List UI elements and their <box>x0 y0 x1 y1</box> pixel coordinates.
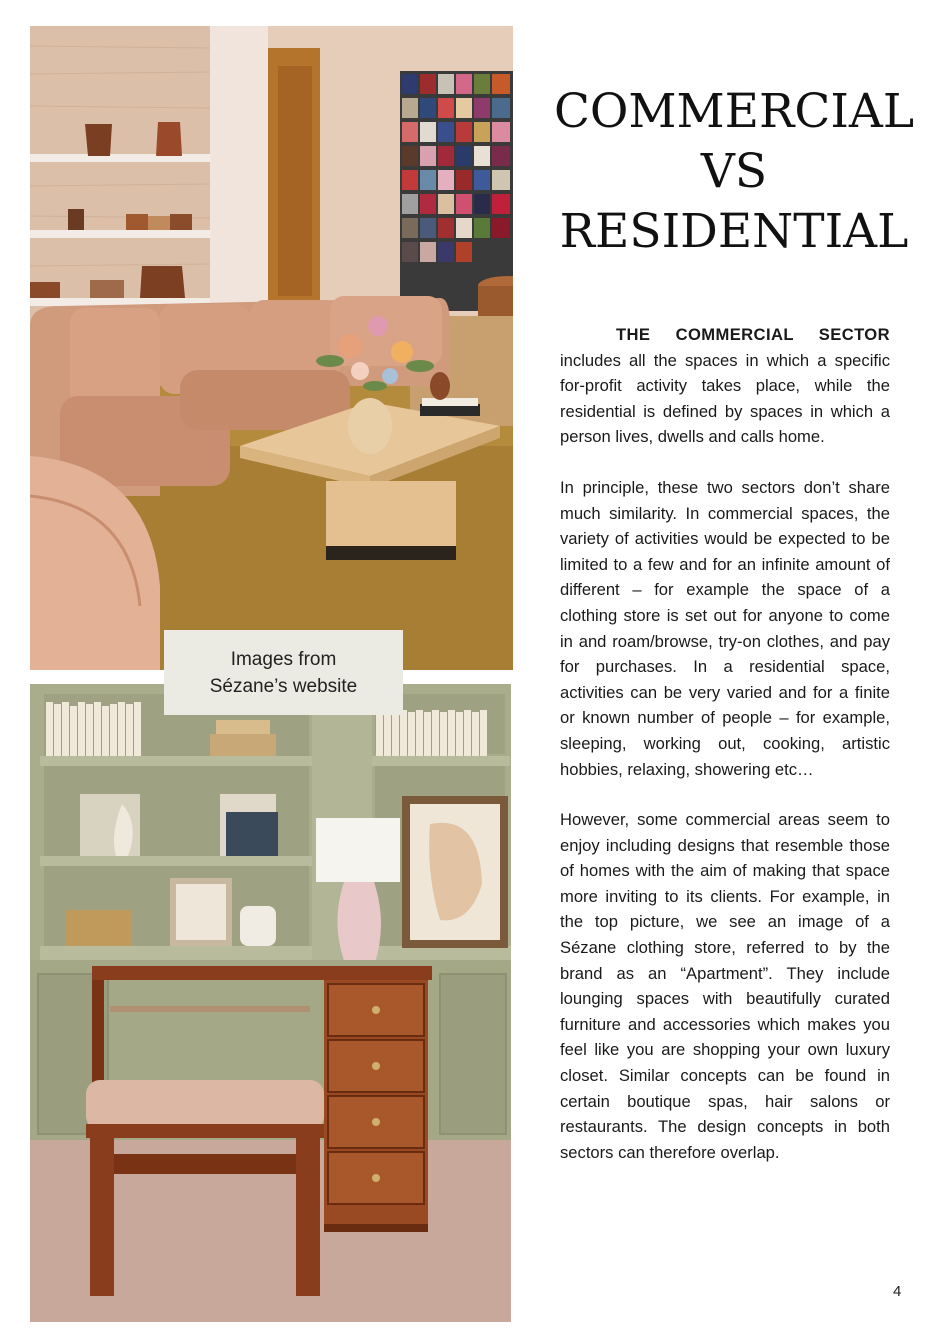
page-title <box>553 82 915 262</box>
title-line-1: COMMERCIAL <box>553 84 915 139</box>
paragraph-spacer <box>560 450 890 475</box>
paragraph-spacer <box>560 782 890 807</box>
paragraph-3: However, some commercial areas seem to enjoy including designs that resemble those of homes with the aim of making that space more inviting to its clients. For example, in the top picture, we see an image of a Sézane clothing store, referred to by the brand as an “Apartment”. They include lounging spaces with beautifully curated furniture and accessories which makes you feel like you are shopping your own luxury closet. Similar concepts can be found in certain boutique spas, hair salons or restaurants. The design concepts in both sectors can therefore overlap. <box>560 810 890 1162</box>
page-number: 4 <box>893 1283 902 1300</box>
caption-line-2: Sézane’s website <box>209 675 358 697</box>
store-interior-photo <box>30 26 513 670</box>
image-caption <box>164 630 403 715</box>
paragraph-1-text: includes all the spaces in which a specific for-profit activity takes place, while the residential is defined by spaces in which a person lives, dwells and calls home. <box>560 350 890 447</box>
paragraph-1 <box>560 322 890 450</box>
bookshelf-desk-photo <box>30 684 511 1322</box>
title-line-3: RESIDENTIAL <box>559 204 909 259</box>
caption-line-1: Images from <box>230 648 337 670</box>
title-line-2: VS <box>700 144 768 199</box>
lead-heading: THE COMMERCIAL SECTOR <box>616 325 890 344</box>
article-body <box>560 322 890 1165</box>
paragraph-2: In principle, these two sectors don’t share much similarity. In commercial spaces, the variety of activities would be expected to be limited to a few and for an infinite amount of different – for example the space of a clothing store is set out for anyone to come in and roam/browse, try-on clothes, and pay for purchases. In a residential space, activities can be very varied and for a finite or known number of people – for example, sleeping, working out, cooking, artistic hobbies, relaxing, showering etc… <box>560 477 890 779</box>
store-interior-illustration <box>30 26 513 670</box>
bookshelf-desk-illustration <box>30 684 511 1322</box>
